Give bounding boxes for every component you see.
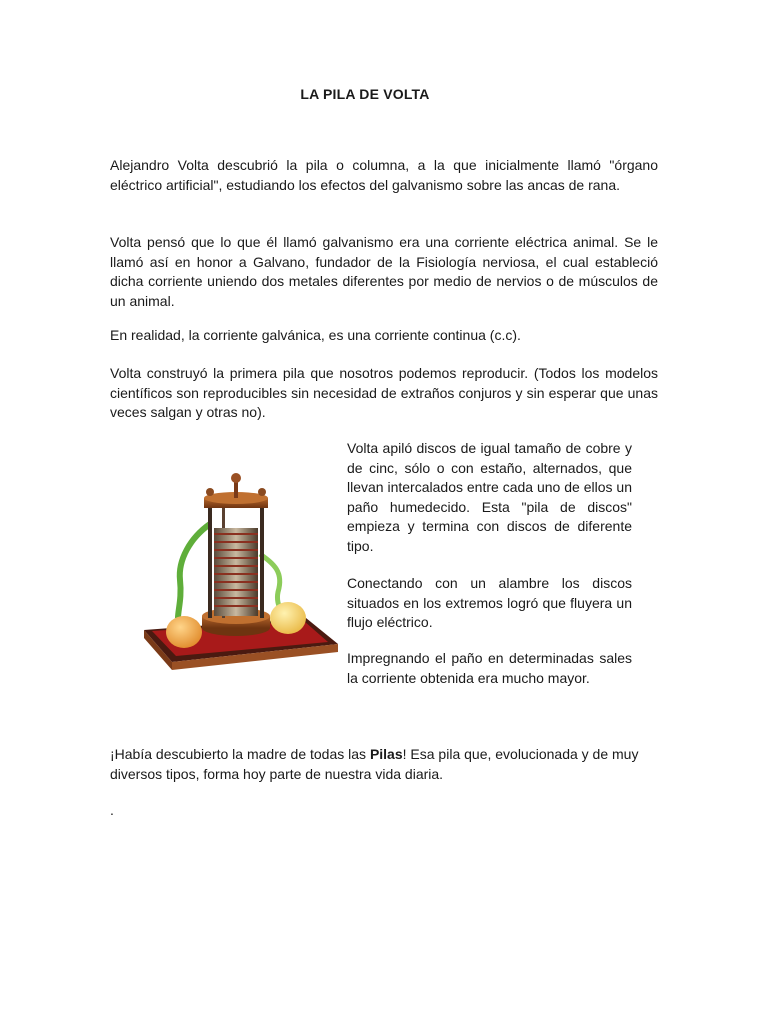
paragraph-primera-pila: Volta construyó la primera pila que nosotros podemos reproducir. (Todos los modelos científicos son reproducibles sin necesidad de extraños conjuros y sin esperar que unas veces salgan y otras no). [110, 365, 658, 420]
side-paragraph-sales: Impregnando el paño en determinadas sales la corriente obtenida era mucho mayor. [347, 650, 632, 686]
side-paragraph-alambre: Conectando con un alambre los discos situados en los extremos logró que fluyera un flujo eléctrico. [347, 575, 632, 630]
side-paragraph-discos: Volta apiló discos de igual tamaño de cobre y de cinc, sólo o con estaño, alternados, que llevan intercalados entre cada uno de ellos un paño humedecido. Esta "pila de discos" empieza y termina con discos de diferente tipo. [347, 440, 632, 554]
paragraph-corriente-continua: En realidad, la corriente galvánica, es una corriente continua (c.c). [110, 327, 521, 343]
trailing-period: . [110, 802, 114, 818]
closing-text-bold: Pilas [369, 746, 403, 762]
paragraph-intro: Alejandro Volta descubrió la pila o columna, a la que inicialmente llamó "órgano eléctrico artificial", estudiando los efectos del galvanismo sobre las ancas de rana. [110, 157, 658, 193]
paragraph-closing [110, 745, 658, 784]
closing-text-end: ! Esa pila que, evolucionada y de muy diversos tipos, forma hoy parte de nuestra vida diaria. [110, 746, 639, 782]
page-title: LA PILA DE VOLTA [300, 86, 430, 102]
voltaic-pile-illustration [138, 468, 338, 676]
closing-text-start: ¡Había descubierto la madre de todas las [110, 746, 370, 762]
paragraph-galvanismo: Volta pensó que lo que él llamó galvanismo era una corriente eléctrica animal. Se le llamó así en honor a Galvano, fundador de la Fisiología nerviosa, el cual estableció dicha corriente uniendo dos metales diferentes por medio de nervios o de músculos de un animal. [110, 234, 658, 309]
